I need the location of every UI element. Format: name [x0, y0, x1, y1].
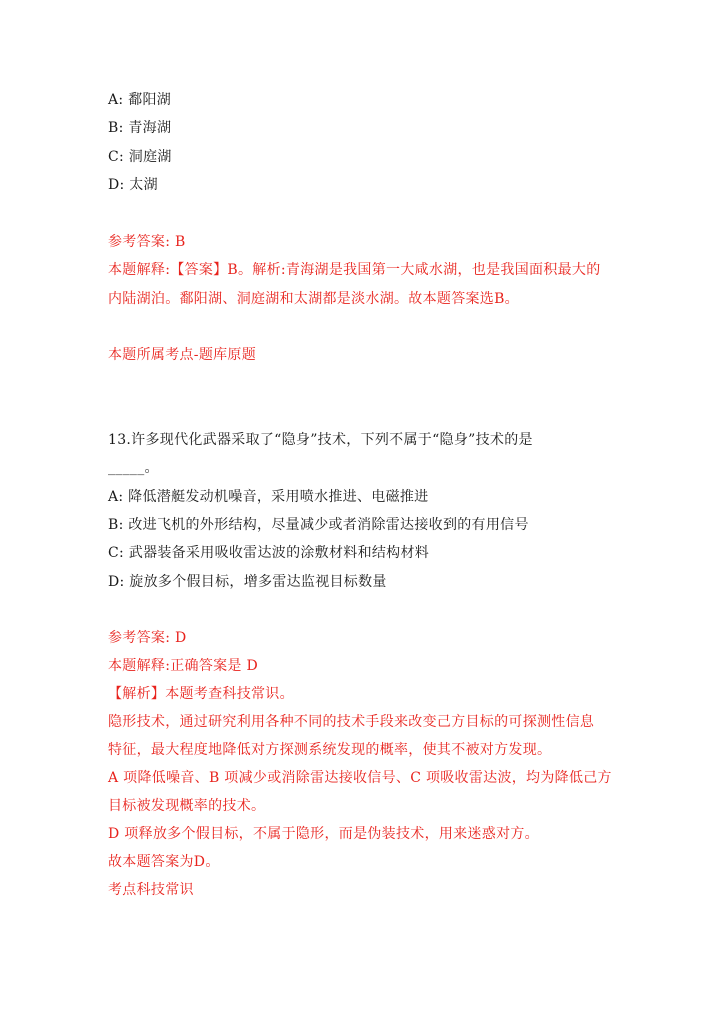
q13-explanation-line-8: 故本题答案为D。	[108, 854, 220, 870]
q13-option-a: A: 降低潜艇发动机噪音，采用喷水推进、电磁推进	[108, 489, 429, 505]
q13-explanation-line-3: 隐形技术，通过研究利用各种不同的技术手段来改变己方目标的可探测性信息	[108, 714, 595, 730]
q13-explanation-line-2: 【解析】本题考查科技常识。	[108, 686, 294, 702]
q13-option-b: B: 改进飞机的外形结构，尽量减少或者消除雷达接收到的有用信号	[108, 517, 529, 533]
q13-question-line-2: _____。	[108, 460, 159, 476]
q13-explanation-line-6: 目标被发现概率的技术。	[108, 798, 266, 814]
q13-explanation-line-1: 本题解释:正确答案是 D	[108, 658, 258, 674]
q12-explanation-line-1: 本题解释:【答案】B。解析:青海湖是我国第一大咸水湖，也是我国面积最大的	[108, 262, 601, 278]
q13-explanation-line-4: 特征，最大程度地降低对方探测系统发现的概率，使其不被对方发现。	[108, 742, 552, 758]
q12-source: 本题所属考点-题库原题	[108, 347, 257, 363]
q12-option-a: A: 鄱阳湖	[108, 92, 172, 108]
q13-question-line-1: 13.许多现代化武器采取了“隐身”技术，下列不属于“隐身”技术的是	[108, 432, 533, 448]
q13-explanation-line-5: A 项降低噪音、B 项减少或消除雷达接收信号、C 项吸收雷达波，均为降低己方	[108, 770, 612, 786]
q13-explanation-line-7: D 项释放多个假目标，不属于隐形，而是伪装技术，用来迷惑对方。	[108, 826, 539, 842]
q12-answer: 参考答案: B	[108, 234, 186, 250]
q13-option-c: C: 武器装备采用吸收雷达波的涂敷材料和结构材料	[108, 545, 430, 561]
q13-explanation-line-9: 考点科技常识	[108, 882, 194, 898]
q12-option-d: D: 太湖	[108, 177, 158, 193]
q13-option-d: D: 旋放多个假目标，增多雷达监视目标数量	[108, 574, 387, 590]
q12-explanation-line-2: 内陆湖泊。鄱阳湖、洞庭湖和太湖都是淡水湖。故本题答案选B。	[108, 291, 519, 307]
q12-option-c: C: 洞庭湖	[108, 149, 172, 165]
q12-option-b: B: 青海湖	[108, 120, 172, 136]
q13-answer: 参考答案: D	[108, 630, 187, 646]
